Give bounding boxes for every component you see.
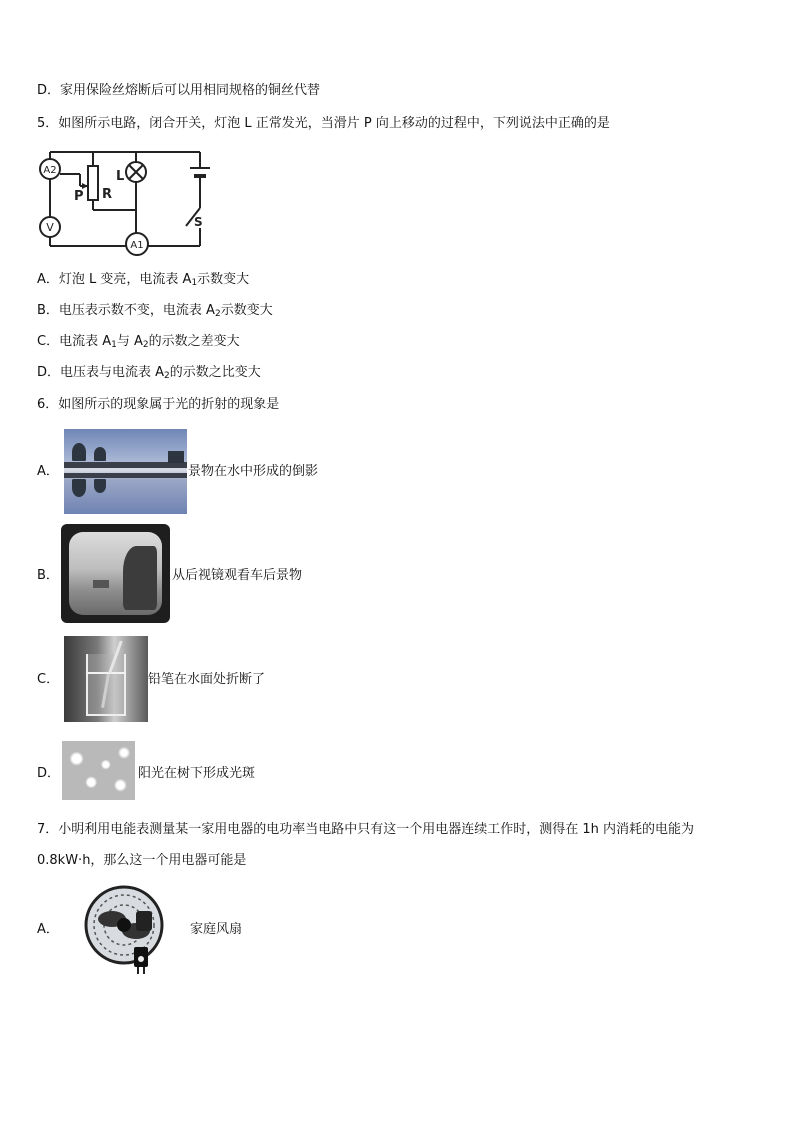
q6-option-d-label: D． [37,766,61,781]
q7-stem-line2: 0.8kW·h，那么这一个用电器可能是 [37,853,247,868]
wall-fan-icon [82,885,167,975]
resistor-r-label: R [102,187,113,202]
q7-option-a-label: A． [37,922,59,937]
reflection-photo [64,429,187,514]
q6-option-c-label: C． [37,672,60,687]
light-spots-photo [62,741,135,800]
q5-option-d: D．电压表与电流表 $A_2$的示数之比变大 [37,365,261,381]
meter-v-label: V [46,221,54,234]
meter-a1-label: A1 [130,240,144,251]
q5-option-c: C．电流表 $A_1$与 $A_2$的示数之差变大 [37,334,240,350]
q6-option-b-caption: 从后视镜观看车后景物 [172,568,303,583]
q6-option-b-label: B． [37,568,59,583]
q6-option-c-caption: 铅笔在水面处折断了 [148,672,266,687]
q7-stem-line1: 7．小明利用电能表测量某一家用电器的电功率当电路中只有这一个用电器连续工作时，测得在 1h 内消耗的电能为 [37,822,695,837]
q6-option-a-label: A． [37,464,59,479]
q4-option-d: D．家用保险丝熔断后可以用相同规格的铜丝代替 [37,83,321,98]
slider-p-label: P [74,189,84,204]
q6-option-d-caption: 阳光在树下形成光斑 [138,766,256,781]
q7-option-a-caption: 家庭风扇 [190,922,243,937]
lamp-l-label: L [116,169,125,184]
q6-option-a-caption: 景物在水中形成的倒影 [188,464,319,479]
rearview-mirror-photo [61,524,170,623]
pencil-in-water-photo [64,636,148,722]
switch-s-label: S [194,215,203,229]
q5-option-b: B．电压表示数不变，电流表 $A_2$示数变大 [37,303,273,319]
q6-stem: 6．如图所示的现象属于光的折射的现象是 [37,397,280,412]
q5-circuit-diagram [36,146,216,256]
q5-stem: 5．如图所示电路，闭合开关，灯泡 L 正常发光，当滑片 P 向上移动的过程中，下列说法中正确的是 [37,116,610,131]
meter-a2-label: A2 [43,165,57,176]
q5-option-a: A．灯泡 L 变亮，电流表 $A_1$示数变大 [37,272,250,288]
